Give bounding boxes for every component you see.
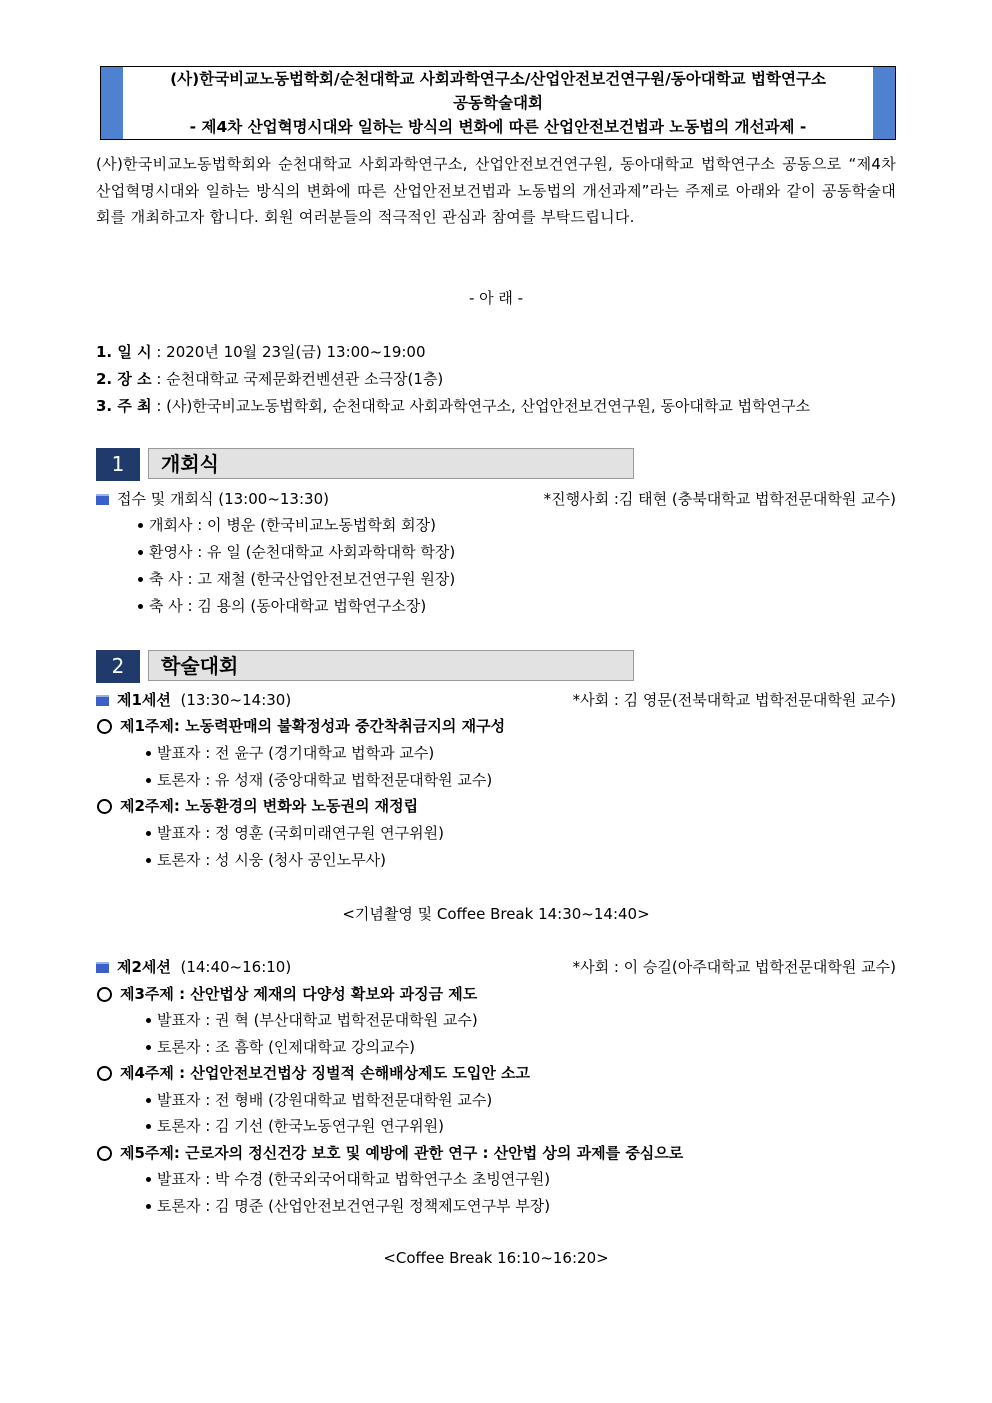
info-host — [96, 395, 810, 416]
bullet-icon — [138, 577, 143, 582]
presenter-text: 발표자 : 전 윤구 (경기대학교 법학과 교수) — [157, 744, 435, 762]
section-2-number: 2 — [96, 650, 140, 683]
topic-title: 제2주제: 노동환경의 변화와 노동권의 재정립 — [120, 797, 419, 815]
discussant-row — [146, 769, 492, 790]
break-2: <Coffee Break 16:10~16:20> — [383, 1249, 609, 1267]
section-2-title: 학술대회 — [148, 650, 634, 681]
intro-paragraph: (사)한국비교노동법학회와 순천대학교 사회과학연구소, 산업안전보건연구원, 동아대학교 법학연구소 공동으로 “제4차 산업혁명시대와 일하는 방식의 변화에 따른 산업안전보건법과 노동법의 개선과제”라는 주제로 아래와 같이 공동학술대회를 개최하고자 합니다. 회원 여러분들의 적극적인 관심과 참여를 부탁드립니다. — [96, 155, 896, 226]
info-place-value: : 순천대학교 국제문화컨벤션관 소극장(1층) — [156, 370, 444, 388]
opening-session-row — [96, 488, 329, 509]
discussant-row — [146, 849, 386, 870]
title-line-3: - 제4차 산업혁명시대와 일하는 방식의 변화에 따른 산업안전보건법과 노동법의 개선과제 - — [189, 118, 807, 136]
bullet-icon — [146, 1045, 151, 1050]
title-box — [100, 66, 896, 140]
square-bullet-icon — [96, 494, 109, 505]
opening-item — [138, 595, 426, 616]
topic-row — [96, 715, 505, 736]
title-left-bar — [101, 67, 123, 139]
topic-row — [96, 795, 418, 816]
presenter-row — [146, 742, 434, 763]
discussant-row — [146, 1195, 550, 1216]
notice-heading: - 아 래 - — [468, 289, 524, 307]
presenter-text: 발표자 : 박 수경 (한국외국어대학교 법학연구소 초빙연구원) — [157, 1170, 551, 1188]
session-1-time: (13:30~14:30) — [180, 691, 292, 709]
presenter-text: 발표자 : 전 형배 (강원대학교 법학전문대학원 교수) — [157, 1091, 493, 1109]
bullet-icon — [138, 604, 143, 609]
topic-row — [96, 1142, 683, 1163]
session-2-moderator: *사회 : 이 승길(아주대학교 법학전문대학원 교수) — [572, 958, 896, 976]
presenter-text: 발표자 : 정 영훈 (국회미래연구원 연구위원) — [157, 824, 444, 842]
info-date — [96, 341, 426, 362]
info-host-label: 3. 주 최 — [96, 397, 152, 415]
topic-row — [96, 1062, 530, 1083]
discussant-text: 토론자 : 조 흠학 (인제대학교 강의교수) — [157, 1038, 415, 1056]
circle-bullet-icon — [97, 799, 112, 814]
bullet-icon — [146, 1204, 151, 1209]
opening-item — [138, 541, 455, 562]
section-1-title: 개회식 — [148, 448, 634, 479]
bullet-icon — [138, 550, 143, 555]
opening-session-label: 접수 및 개회식 (13:00~13:30) — [117, 490, 329, 508]
section-1-number: 1 — [96, 448, 140, 481]
presenter-row — [146, 1009, 478, 1030]
opening-moderator: *진행사회 :김 태현 (충북대학교 법학전문대학원 교수) — [543, 490, 896, 508]
discussant-text: 토론자 : 유 성재 (중앙대학교 법학전문대학원 교수) — [157, 771, 493, 789]
info-host-value: : (사)한국비교노동법학회, 순천대학교 사회과학연구소, 산업안전보건연구원, 동아대학교 법학연구소 — [156, 397, 811, 415]
discussant-row — [146, 1036, 415, 1057]
circle-bullet-icon — [97, 987, 112, 1002]
circle-bullet-icon — [97, 1066, 112, 1081]
session-2-name: 제2세션 — [117, 958, 171, 976]
bullet-icon — [146, 831, 151, 836]
opening-item — [138, 514, 436, 535]
info-date-label: 1. 일 시 — [96, 343, 152, 361]
session-1-row — [96, 689, 291, 710]
bullet-icon — [146, 778, 151, 783]
info-place-label: 2. 장 소 — [96, 370, 152, 388]
bullet-icon — [146, 1018, 151, 1023]
opening-item — [138, 568, 455, 589]
opening-item-text: 개회사 : 이 병운 (한국비교노동법학회 회장) — [149, 516, 436, 534]
topic-title: 제5주제: 근로자의 정신건강 보호 및 예방에 관한 연구 : 산안법 상의 과제를 중심으로 — [120, 1144, 684, 1162]
session-2-time: (14:40~16:10) — [180, 958, 292, 976]
session-1-name: 제1세션 — [117, 691, 171, 709]
opening-item-text: 축 사 : 고 재철 (한국산업안전보건연구원 원장) — [149, 570, 456, 588]
title-line-2: 공동학술대회 — [453, 94, 543, 112]
topic-title: 제4주제 : 산업안전보건법상 징벌적 손해배상제도 도입안 소고 — [120, 1064, 531, 1082]
discussant-text: 토론자 : 성 시웅 (청사 공인노무사) — [157, 851, 386, 869]
bullet-icon — [146, 1124, 151, 1129]
bullet-icon — [146, 1098, 151, 1103]
discussant-text: 토론자 : 김 명준 (산업안전보건연구원 정책제도연구부 부장) — [157, 1197, 551, 1215]
opening-item-text: 환영사 : 유 일 (순천대학교 사회과학대학 학장) — [149, 543, 456, 561]
bullet-icon — [138, 523, 143, 528]
presenter-row — [146, 822, 444, 843]
bullet-icon — [146, 751, 151, 756]
topic-title: 제3주제 : 산안법상 제재의 다양성 확보와 과징금 제도 — [120, 985, 478, 1003]
opening-item-text: 축 사 : 김 용의 (동아대학교 법학연구소장) — [149, 597, 427, 615]
session-1-moderator: *사회 : 김 영문(전북대학교 법학전문대학원 교수) — [572, 691, 896, 709]
session-2-row — [96, 956, 291, 977]
info-date-value: : 2020년 10월 23일(금) 13:00~19:00 — [156, 343, 426, 361]
bullet-icon — [146, 1177, 151, 1182]
presenter-row — [146, 1168, 550, 1189]
info-place — [96, 368, 443, 389]
title-right-bar — [873, 67, 895, 139]
discussant-row — [146, 1115, 444, 1136]
topic-row — [96, 983, 477, 1004]
discussant-text: 토론자 : 김 기선 (한국노동연구원 연구위원) — [157, 1117, 444, 1135]
square-bullet-icon — [96, 962, 109, 973]
title-line-1: (사)한국비교노동법학회/순천대학교 사회과학연구소/산업안전보건연구원/동아대학교 법학연구소 — [170, 70, 826, 88]
bullet-icon — [146, 858, 151, 863]
circle-bullet-icon — [97, 719, 112, 734]
break-1: <기념촬영 및 Coffee Break 14:30~14:40> — [342, 905, 650, 923]
topic-title: 제1주제: 노동력판매의 불확정성과 중간착취금지의 재구성 — [120, 717, 506, 735]
square-bullet-icon — [96, 695, 109, 706]
presenter-row — [146, 1089, 492, 1110]
circle-bullet-icon — [97, 1146, 112, 1161]
presenter-text: 발표자 : 권 혁 (부산대학교 법학전문대학원 교수) — [157, 1011, 478, 1029]
